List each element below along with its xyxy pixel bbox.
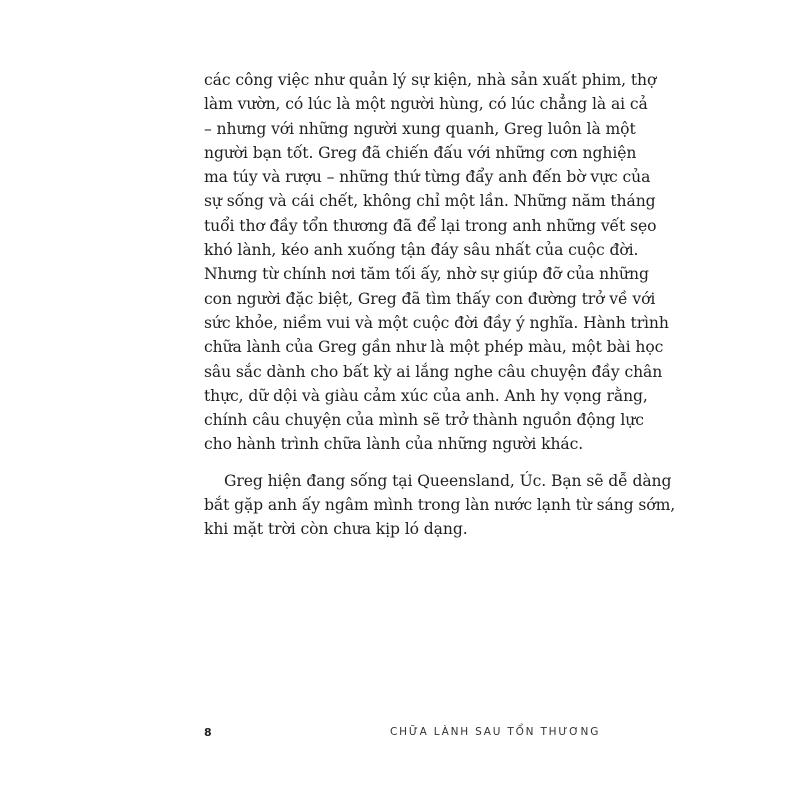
- page-number: 8: [204, 726, 212, 739]
- text-line: bắt gặp anh ấy ngâm mình trong làn nước lạnh từ sáng sớm,: [204, 496, 676, 515]
- paragraph-1: [204, 68, 669, 457]
- text-line: con người đặc biệt, Greg đã tìm thấy con đường trở về với: [204, 289, 656, 308]
- text-line: Greg hiện đang sống tại Queensland, Úc. Bạn sẽ dễ dàng: [224, 471, 672, 490]
- text-line: khó lành, kéo anh xuống tận đáy sâu nhất của cuộc đời.: [204, 241, 639, 260]
- paragraph-2: [204, 469, 676, 542]
- text-line: ma túy và rượu – những thứ từng đẩy anh đến bờ vực của: [204, 168, 651, 187]
- text-line: cho hành trình chữa lành của những người khác.: [204, 435, 584, 454]
- text-line: khi mặt trời còn chưa kịp ló dạng.: [204, 520, 468, 539]
- text-line: sâu sắc dành cho bất kỳ ai lắng nghe câu chuyện đầy chân: [204, 362, 663, 381]
- text-line: chữa lành của Greg gần như là một phép màu, một bài học: [204, 338, 664, 357]
- text-line: sự sống và cái chết, không chỉ một lần. Những năm tháng: [204, 192, 656, 211]
- text-line: các công việc như quản lý sự kiện, nhà sản xuất phim, thợ: [204, 71, 657, 89]
- text-line: chính câu chuyện của mình sẽ trở thành nguồn động lực: [204, 411, 644, 430]
- text-line: Nhưng từ chính nơi tăm tối ấy, nhờ sự giúp đỡ của những: [204, 265, 649, 284]
- page-footer: [204, 726, 600, 746]
- text-line: sức khỏe, niềm vui và một cuộc đời đầy ý nghĩa. Hành trình: [204, 313, 669, 332]
- text-line: – nhưng với những người xung quanh, Greg luôn là một: [204, 119, 636, 138]
- running-title: CHỮA LÀNH SAU TỔN THƯƠNG: [390, 726, 601, 738]
- body-text: [204, 68, 676, 542]
- text-line: thực, dữ dội và giàu cảm xúc của anh. Anh hy vọng rằng,: [204, 386, 648, 405]
- text-line: tuổi thơ đầy tổn thương đã để lại trong anh những vết sẹo: [204, 216, 657, 235]
- text-line: người bạn tốt. Greg đã chiến đấu với những cơn nghiện: [204, 143, 637, 162]
- text-line: làm vườn, có lúc là một người hùng, có lúc chẳng là ai cả: [204, 95, 648, 114]
